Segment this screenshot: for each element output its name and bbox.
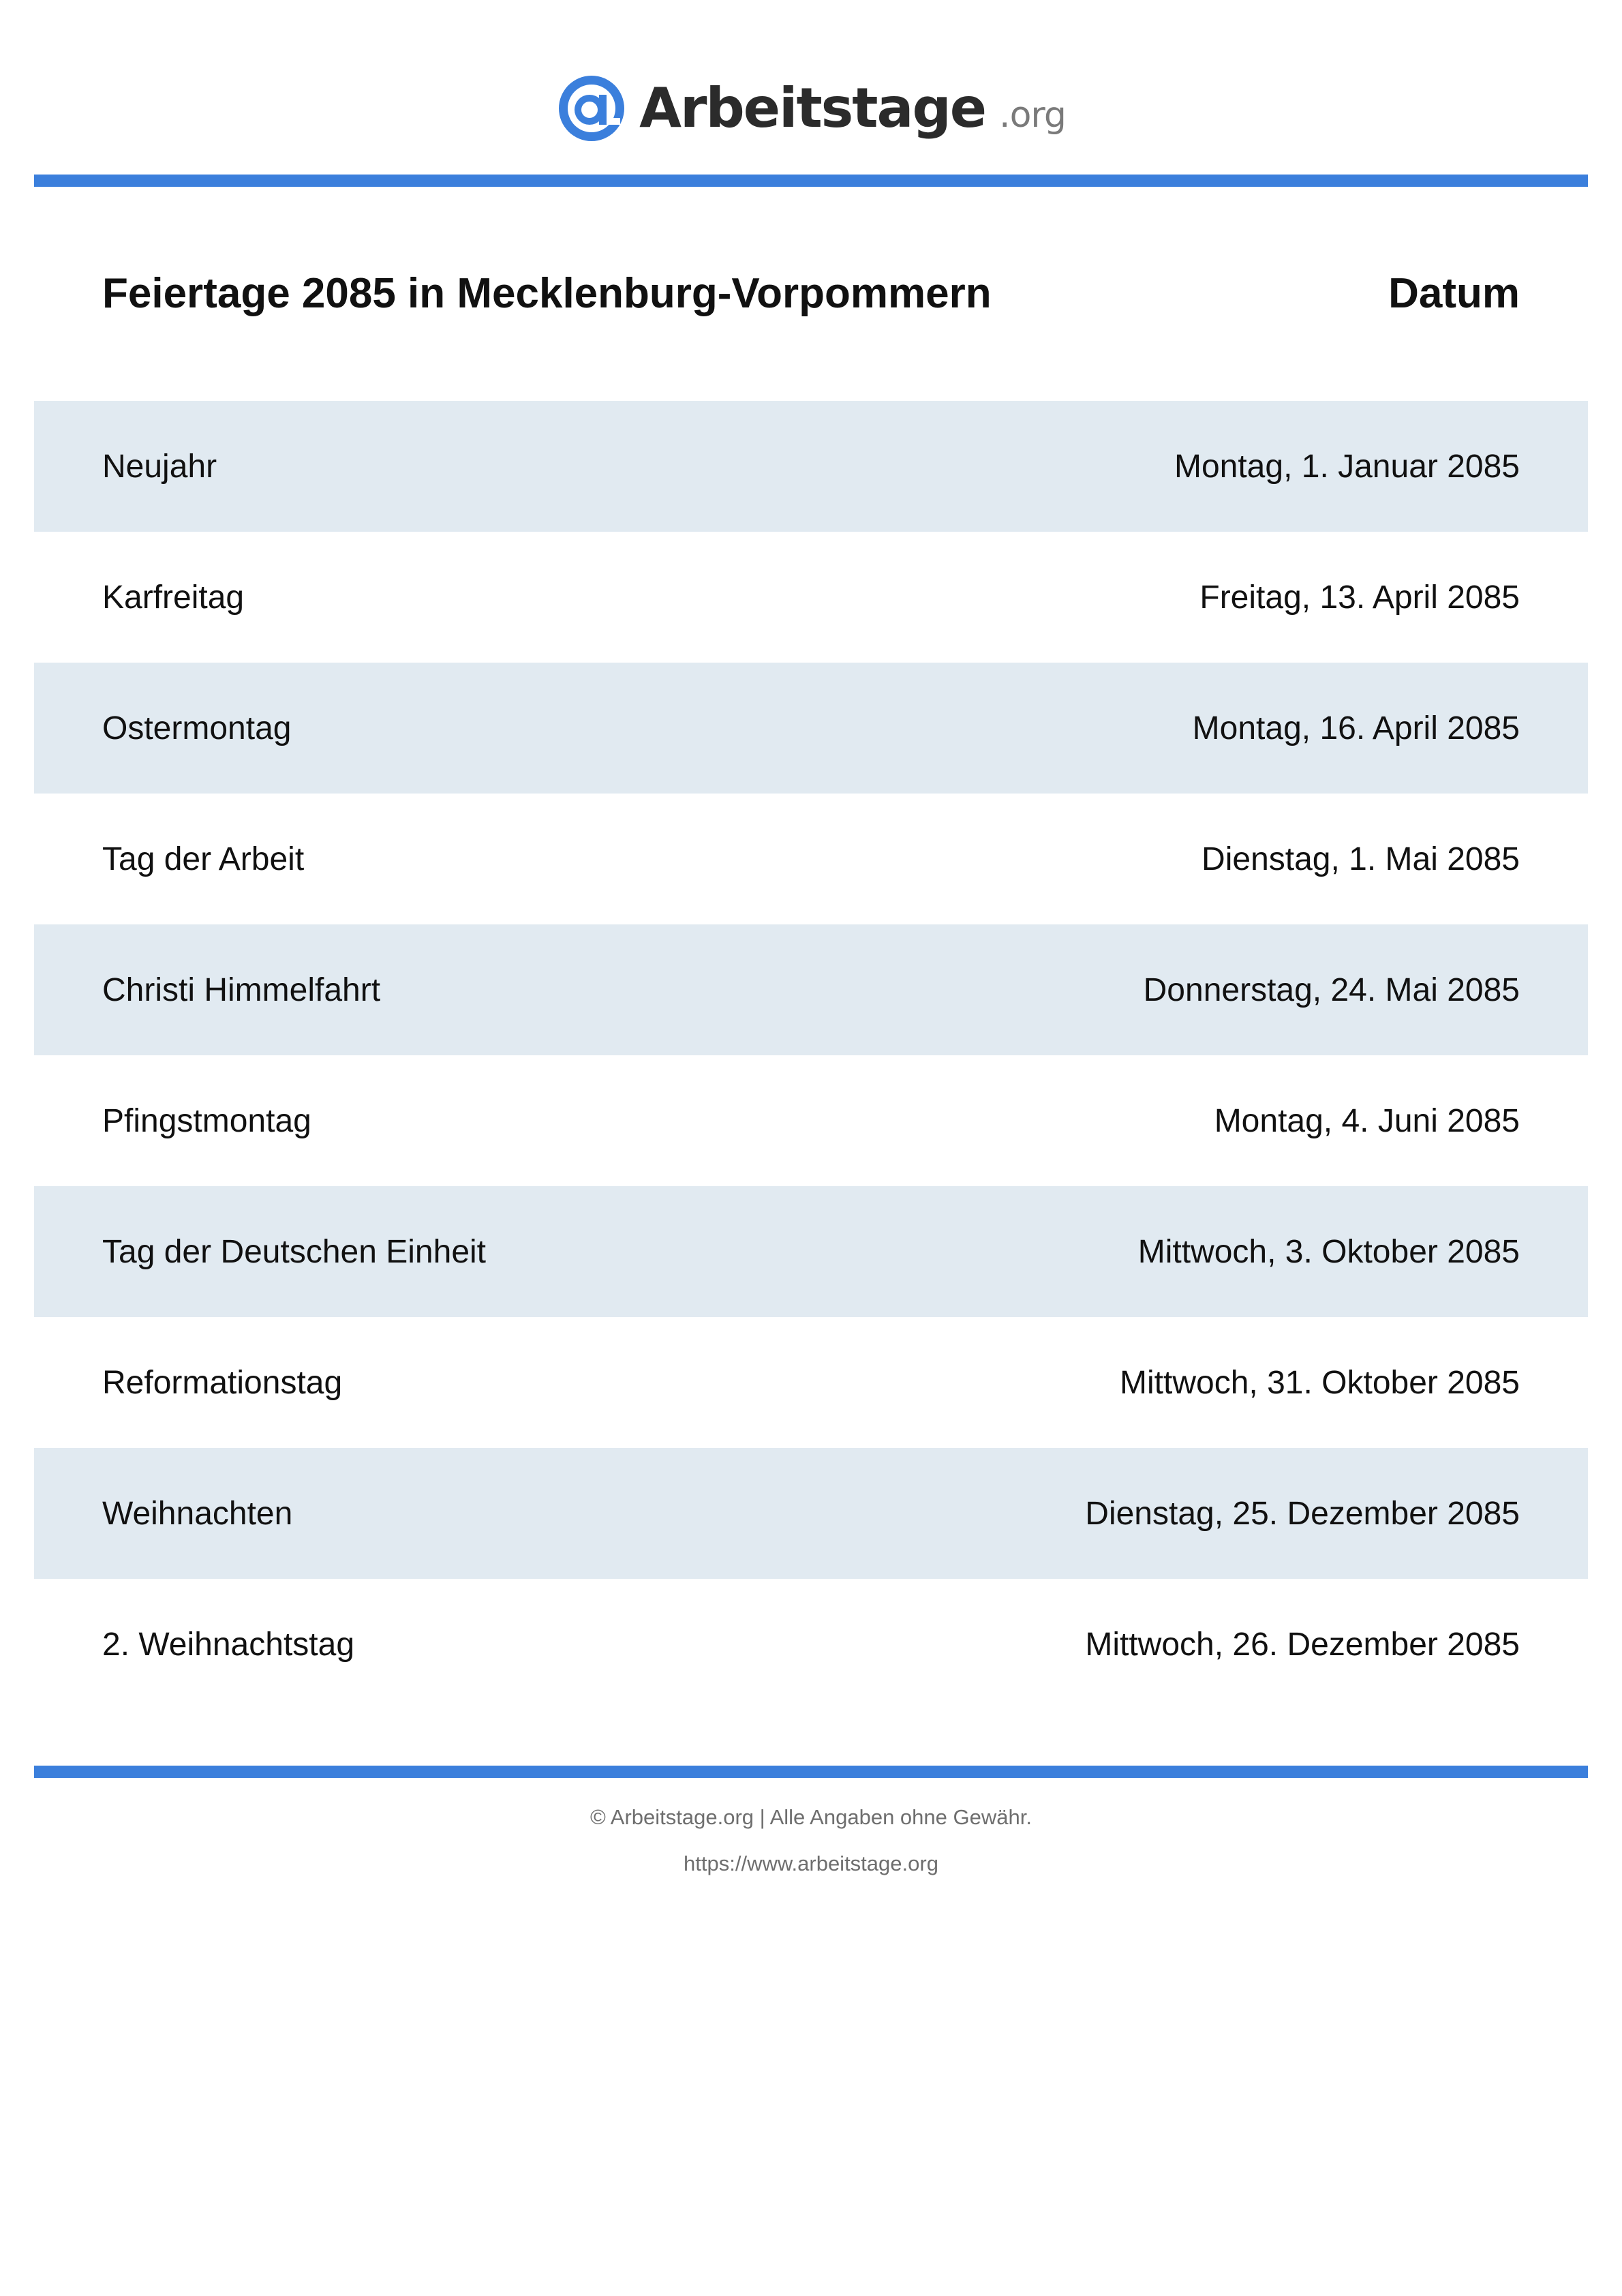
holiday-date: Mittwoch, 26. Dezember 2085 [1085,1626,1520,1663]
holiday-date: Freitag, 13. April 2085 [1199,579,1520,616]
holiday-name: Pfingstmontag [102,1102,311,1139]
table-header [102,259,1520,327]
table-row [34,1579,1588,1710]
table-row [34,1186,1588,1317]
footer-divider [34,1766,1588,1778]
logo-wordmark: Arbeitstage [639,76,986,140]
table-row [34,532,1588,663]
holiday-date: Mittwoch, 3. Oktober 2085 [1137,1233,1520,1270]
holiday-date: Mittwoch, 31. Oktober 2085 [1120,1364,1520,1401]
table-row [34,1317,1588,1448]
date-column-header: Datum [1388,269,1520,317]
holiday-date: Donnerstag, 24. Mai 2085 [1143,971,1520,1008]
logo-tld: .org [999,95,1066,136]
holiday-table [34,401,1588,1710]
site-logo [0,71,1622,146]
holiday-name: Ostermontag [102,710,292,746]
holiday-date: Dienstag, 25. Dezember 2085 [1085,1495,1520,1532]
holiday-date: Montag, 1. Januar 2085 [1174,448,1520,485]
holiday-name: Tag der Deutschen Einheit [102,1233,487,1270]
holiday-name: Reformationstag [102,1364,343,1401]
table-row [34,794,1588,924]
holiday-name: Christi Himmelfahrt [102,971,381,1008]
holiday-name: 2. Weihnachtstag [102,1626,355,1663]
footer-url[interactable]: https://www.arbeitstage.org [684,1852,938,1875]
holiday-name: Karfreitag [102,579,245,616]
table-row [34,401,1588,532]
holiday-date: Montag, 16. April 2085 [1192,710,1520,746]
holiday-date: Montag, 4. Juni 2085 [1214,1102,1520,1139]
table-row [34,1055,1588,1186]
table-row [34,663,1588,794]
at-sign-icon [556,73,627,144]
holiday-name: Weihnachten [102,1495,293,1532]
header-divider [34,175,1588,187]
table-row [34,924,1588,1055]
holiday-name: Neujahr [102,448,217,485]
holiday-date: Dienstag, 1. Mai 2085 [1202,841,1520,877]
table-row [34,1448,1588,1579]
page-title: Feiertage 2085 in Mecklenburg-Vorpommern [102,269,992,317]
holiday-name: Tag der Arbeit [102,841,305,877]
footer-copyright: © Arbeitstage.org | Alle Angaben ohne Gewähr. [590,1805,1032,1829]
